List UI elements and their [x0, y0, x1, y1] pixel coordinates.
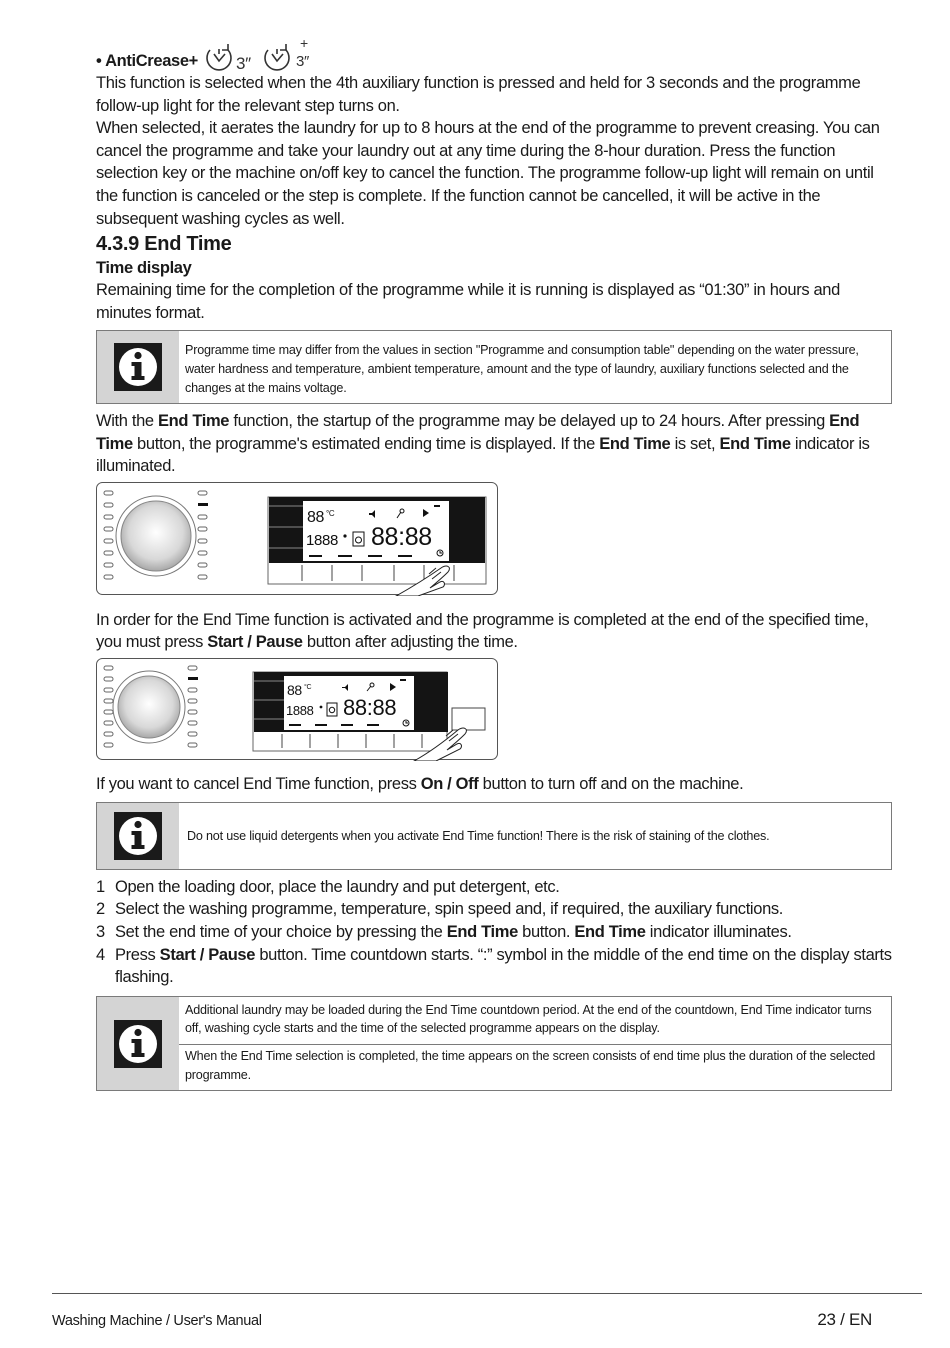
info-note-2	[96, 802, 892, 870]
control-panel-illustration-1	[96, 482, 499, 596]
text-run: With the	[96, 412, 158, 431]
info-note-1-body	[179, 331, 891, 403]
info-icon-box	[97, 803, 179, 869]
step-number: 3	[96, 923, 105, 942]
anticrease-para-1: This function is selected when the 4th auxiliary function is pressed and held for 3 seconds and the programme follow-up light for the relevant step turns on.	[96, 74, 861, 115]
footer-manual-title: Washing Machine / User's Manual	[52, 1313, 262, 1329]
time-display-text: Remaining time for the completion of the programme while it is running is displayed as “01:30” in hours and minutes format.	[96, 281, 840, 322]
text-run: If you want to cancel End Time function, press	[96, 775, 421, 794]
bold-run: End Time	[446, 923, 518, 942]
time-display-heading: Time display	[96, 259, 192, 278]
start-pause-paragraph	[96, 609, 892, 654]
steps-list	[96, 876, 892, 989]
info-icon-box	[97, 997, 179, 1090]
info-note-3-text-1: Additional laundry may be loaded during the End Time countdown period. At the end of the countdown, End Time indicator turns off, washing cycle starts and the time of the selected programme appears on the display.	[185, 1002, 872, 1036]
list-item	[96, 921, 892, 944]
display-temperature-unit: °C	[304, 683, 312, 691]
info-icon	[114, 1020, 162, 1068]
anticrease-title-text: AntiCrease+	[105, 52, 198, 70]
text-run: Press	[115, 945, 160, 964]
list-item	[96, 898, 892, 921]
page-number: 23 / EN	[817, 1310, 872, 1329]
control-panel-illustration-2	[96, 658, 499, 761]
info-note-2-text: Do not use liquid detergents when you activate End Time function! There is the risk of staining of the clothes.	[187, 828, 770, 843]
text-run: button, the programme's estimated ending time is displayed. If the	[132, 434, 600, 453]
text-run: In order for the End Time function is activated and the programme is completed at the end of the specified time, you must press	[96, 610, 869, 652]
text-run: button. Time countdown starts. “:” symbol in the middle of the end time on the display starts flashing.	[115, 945, 892, 987]
display-spin: 1888	[286, 702, 314, 718]
bold-run: Start / Pause	[159, 945, 256, 964]
bold-run: End Time	[719, 434, 791, 453]
bold-run: End Time	[96, 412, 860, 453]
info-icon-box	[97, 331, 179, 403]
footer-divider	[52, 1293, 922, 1294]
anticrease-para-2: When selected, it aerates the laundry for up to 8 hours at the end of the programme to prevent creasing. You can cancel the programme and take your laundry out at any time during the 8-hour duration. Press the function selection key or the machine on/off key to cancel the function. The programme follow-up light will remain on until the function is canceled or the step is complete. If the function cannot be cancelled, it will be active in the subsequent washing cycles as well.	[96, 119, 880, 228]
anticrease-plus-sign: +	[299, 36, 308, 51]
bold-run: End Time	[574, 923, 646, 942]
display-temperature: 88	[307, 508, 325, 526]
list-item	[96, 876, 892, 899]
step-text	[115, 921, 792, 944]
info-icon	[114, 812, 162, 860]
step-number: 4	[96, 945, 105, 964]
anticrease-icons	[202, 36, 320, 72]
section-title: 4.3.9 End Time	[96, 233, 232, 256]
text-run: button to turn off and on the machine.	[478, 775, 744, 794]
cancel-paragraph	[96, 773, 892, 796]
text-run: function, the startup of the programme may be delayed up to 24 hours. After pressing	[229, 412, 830, 431]
info-note-3-body	[179, 997, 891, 1090]
anticrease-plus-icon	[262, 36, 320, 72]
bold-run: Start / Pause	[207, 633, 303, 652]
page-content	[96, 38, 892, 1097]
info-note-1	[96, 330, 892, 404]
step-text: Open the loading door, place the laundry and put detergent, etc.	[115, 877, 560, 896]
display-temperature-unit: °C	[326, 508, 335, 518]
bold-run: On / Off	[420, 775, 479, 794]
text-run: indicator is illuminated.	[96, 434, 870, 476]
anticrease-heading	[96, 38, 892, 72]
display-time: 88:88	[343, 694, 397, 720]
info-icon	[114, 343, 162, 391]
display-spin: 1888	[306, 531, 338, 549]
info-note-3	[96, 996, 892, 1091]
control-panel-figure-2	[96, 658, 892, 768]
text-run: is set,	[670, 434, 720, 453]
list-item	[96, 944, 892, 989]
text-run: Set the end time of your choice by pressing the	[115, 923, 447, 942]
anticrease-plus-icon-label: 3″	[295, 53, 309, 70]
display-time: 88:88	[371, 522, 432, 551]
bold-run: End Time	[599, 434, 671, 453]
info-note-1-text: Programme time may differ from the values in section "Programme and consumption table" depending on the water pressure, water hardness and temperature, ambient temperature, amount and the type of laundry, auxiliary functions selected and the changes at the mains voltage.	[185, 343, 859, 395]
start-pause-button	[452, 708, 485, 730]
text-run: button after adjusting the time.	[302, 633, 518, 652]
step-text: Select the washing programme, temperature, spin speed and, if required, the auxiliary functions.	[115, 900, 784, 919]
anticrease-icon	[202, 40, 262, 72]
step-text	[115, 944, 892, 989]
end-time-paragraph	[96, 410, 892, 478]
anticrease-title: • AntiCrease+	[96, 52, 198, 70]
display-temperature: 88	[287, 681, 302, 698]
info-note-3-text-2: When the End Time selection is completed, the time appears on the screen consists of end time plus the duration of the selected programme.	[179, 1044, 891, 1090]
text-run: indicator illuminates.	[645, 923, 792, 942]
anticrease-icon-label: 3″	[235, 54, 251, 72]
info-note-2-body	[179, 803, 891, 869]
bold-run: End Time	[157, 412, 230, 431]
text-run: button.	[517, 923, 575, 942]
step-number: 2	[96, 900, 105, 919]
step-number: 1	[96, 877, 105, 896]
control-panel-figure-1	[96, 482, 892, 603]
